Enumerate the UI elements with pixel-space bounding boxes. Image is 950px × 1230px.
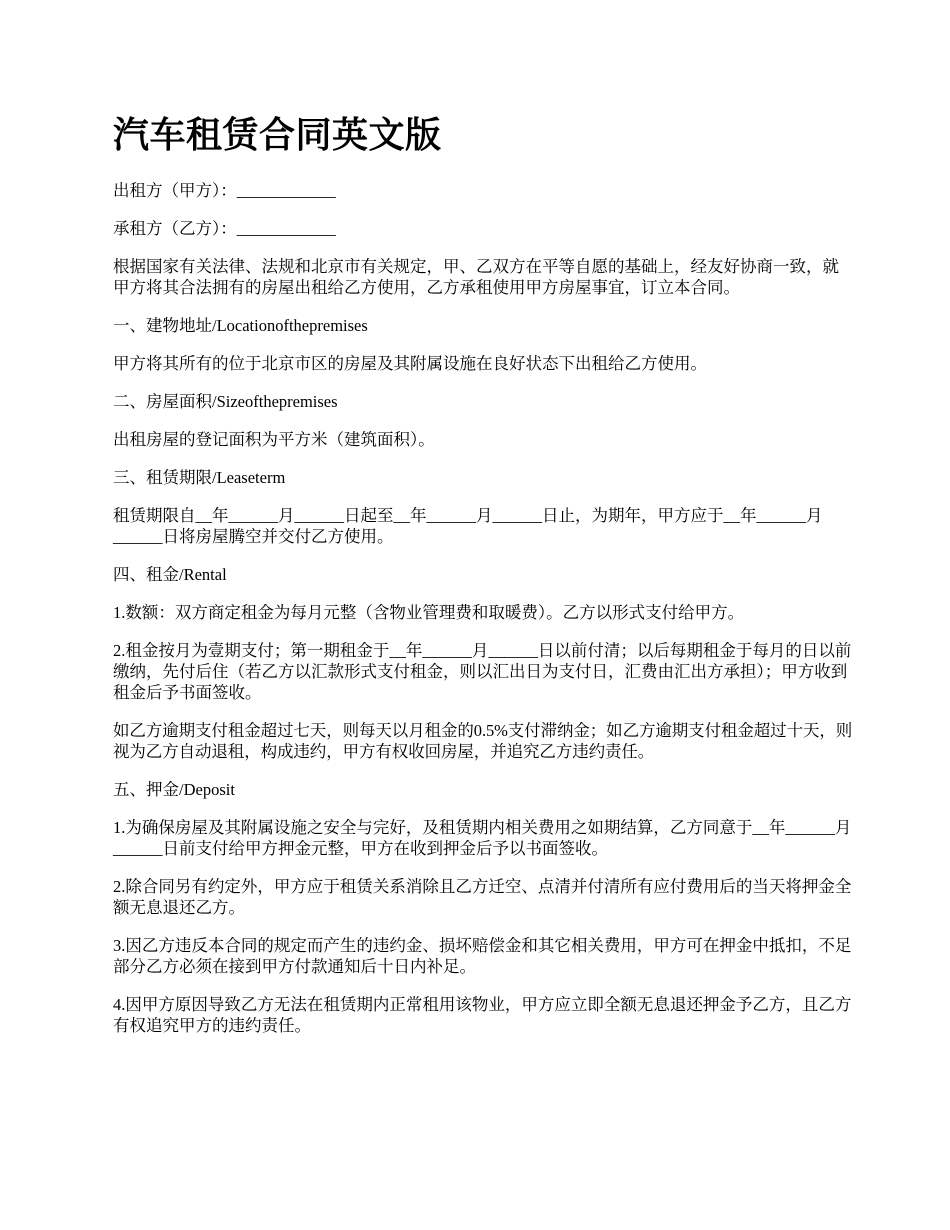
intro-paragraph: 根据国家有关法律、法规和北京市有关规定，甲、乙双方在平等自愿的基础上，经友好协商一致，就甲方将其合法拥有的房屋出租给乙方使用，乙方承租使用甲方房屋事宜，订立本合同。 [113, 257, 839, 297]
section-heading-size: 二、房屋面积/Sizeofthepremises [113, 392, 338, 411]
section-paragraph: 4.因甲方原因导致乙方无法在租赁期内正常租用该物业，甲方应立即全额无息退还押金予乙方，且乙方有权追究甲方的违约责任。 [113, 995, 852, 1035]
section-paragraph: 1.为确保房屋及其附属设施之安全与完好，及租赁期内相关费用之如期结算，乙方同意于__年______月______日前支付给甲方押金元整，甲方在收到押金后予以书面签收。 [113, 818, 852, 858]
section-paragraph: 如乙方逾期支付租金超过七天，则每天以月租金的0.5%支付滞纳金；如乙方逾期支付租金超过十天，则视为乙方自动退租，构成违约，甲方有权收回房屋，并追究乙方违约责任。 [113, 721, 853, 761]
section-paragraph: 1.数额：双方商定租金为每月元整（含物业管理费和取暖费）。乙方以形式支付给甲方。 [113, 603, 745, 622]
section-paragraph: 租赁期限自__年______月______日起至__年______月______日止，为期年，甲方应于__年______月______日将房屋腾空并交付乙方使用。 [113, 506, 823, 546]
section-paragraph: 3.因乙方违反本合同的规定而产生的违约金、损坏赔偿金和其它相关费用，甲方可在押金中抵扣，不足部分乙方必须在接到甲方付款通知后十日内补足。 [113, 936, 852, 976]
document-title: 汽车租赁合同英文版 [113, 115, 442, 156]
section-paragraph: 甲方将其所有的位于北京市区的房屋及其附属设施在良好状态下出租给乙方使用。 [113, 354, 707, 373]
lessee-line: 承租方（乙方）：____________ [113, 219, 336, 238]
lessor-line: 出租方（甲方）：____________ [113, 181, 336, 200]
section-heading-lease-term: 三、租赁期限/Leaseterm [113, 468, 286, 487]
section-heading-location: 一、建物地址/Locationofthepremises [113, 316, 368, 335]
section-paragraph: 2.除合同另有约定外，甲方应于租赁关系消除且乙方迁空、点清并付清所有应付费用后的当天将押金全额无息退还乙方。 [113, 877, 852, 917]
document-page [113, 112, 853, 1053]
section-paragraph: 出租房屋的登记面积为平方米（建筑面积）。 [113, 430, 435, 449]
section-heading-rental: 四、租金/Rental [113, 565, 227, 584]
section-heading-deposit: 五、押金/Deposit [113, 780, 235, 799]
section-paragraph: 2.租金按月为壹期支付；第一期租金于__年______月______日以前付清；以后每期租金于每月的日以前缴纳，先付后住（若乙方以汇款形式支付租金，则以汇出日为支付日，汇费由汇出方承担）；甲方收到租金后予书面签收。 [113, 641, 852, 702]
